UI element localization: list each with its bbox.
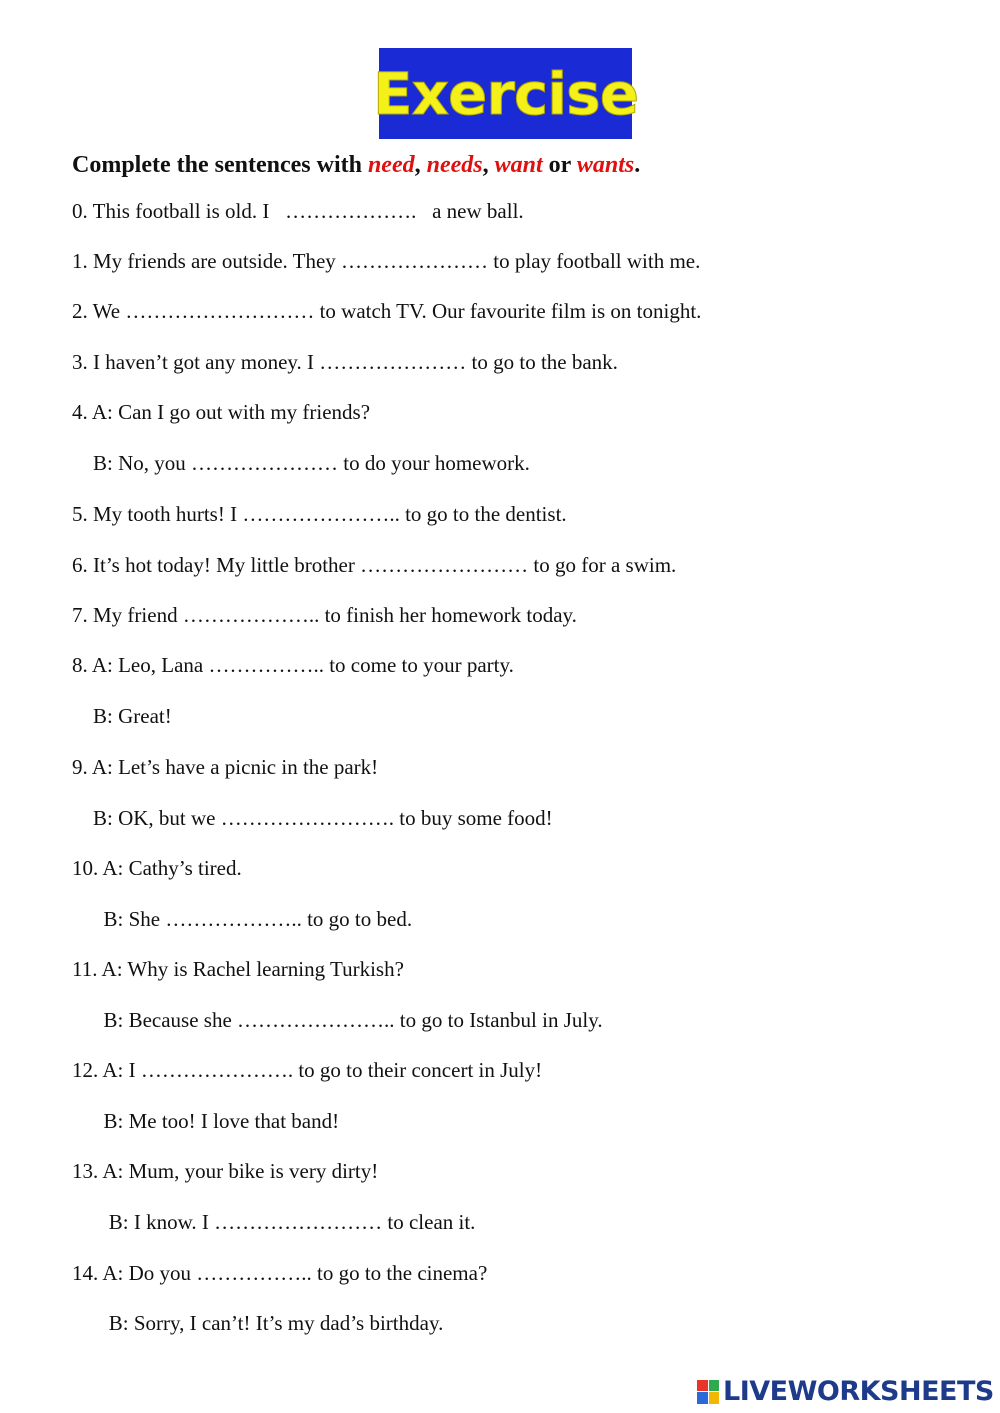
exercise-line: B: Great! xyxy=(72,704,172,728)
exercise-line: 6. It’s hot today! My little brother …………………… to go for a swim. xyxy=(72,553,677,577)
exercise-banner xyxy=(372,48,639,139)
exercise-line: 2. We ……………………… to watch TV. Our favourite film is on tonight. xyxy=(72,299,702,323)
exercise-line: 12. A: I …………………. to go to their concert in July! xyxy=(72,1058,543,1082)
exercise-line: B: Sorry, I can’t! It’s my dad’s birthday. xyxy=(72,1311,444,1335)
exercise-line: 3. I haven’t got any money. I ………………… to go to the bank. xyxy=(72,350,618,374)
exercise-line: B: OK, but we ……………………. to buy some food! xyxy=(72,806,553,830)
banner-title: Exercise xyxy=(372,59,639,128)
instruction-heading xyxy=(72,152,640,179)
exercise-line: 0. This football is old. I ………………. a new ball. xyxy=(72,199,524,223)
keyword-needs: needs xyxy=(426,152,483,178)
exercise-line: B: Me too! I love that band! xyxy=(72,1109,340,1133)
exercise-line: 4. A: Can I go out with my friends? xyxy=(72,400,371,424)
exercise-line: B: I know. I …………………… to clean it. xyxy=(72,1210,476,1234)
instruction-separator-3: or xyxy=(542,152,577,178)
instruction-separator-1: , xyxy=(414,152,427,178)
exercise-line: 8. A: Leo, Lana …………….. to come to your party. xyxy=(72,653,514,677)
exercise-line: 10. A: Cathy’s tired. xyxy=(72,856,242,880)
exercise-line: B: No, you ………………… to do your homework. xyxy=(72,451,530,475)
exercise-line: 13. A: Mum, your bike is very dirty! xyxy=(72,1159,379,1183)
keyword-want: want xyxy=(494,152,543,178)
liveworksheets-logo-icon xyxy=(697,1380,719,1404)
exercise-line: 9. A: Let’s have a picnic in the park! xyxy=(72,755,379,779)
keyword-need: need xyxy=(367,152,415,178)
exercise-line: 11. A: Why is Rachel learning Turkish? xyxy=(72,957,404,981)
instruction-separator-2: , xyxy=(482,152,495,178)
exercise-line: 7. My friend ……………….. to finish her homework today. xyxy=(72,603,577,627)
instruction-suffix: . xyxy=(634,152,641,178)
instruction-prefix: Complete the sentences with xyxy=(72,152,368,178)
exercise-line: B: She ……………….. to go to bed. xyxy=(72,907,413,931)
exercise-line: B: Because she ………………….. to go to Istanbul in July. xyxy=(72,1008,603,1032)
exercise-line: 1. My friends are outside. They ………………… to play football with me. xyxy=(72,249,701,273)
keyword-wants: wants xyxy=(576,152,635,178)
exercise-line: 5. My tooth hurts! I ………………….. to go to the dentist. xyxy=(72,502,567,526)
brand-name: LIVEWORKSHEETS xyxy=(723,1376,994,1407)
liveworksheets-brand[interactable] xyxy=(697,1378,994,1405)
exercise-line: 14. A: Do you …………….. to go to the cinema? xyxy=(72,1261,488,1285)
